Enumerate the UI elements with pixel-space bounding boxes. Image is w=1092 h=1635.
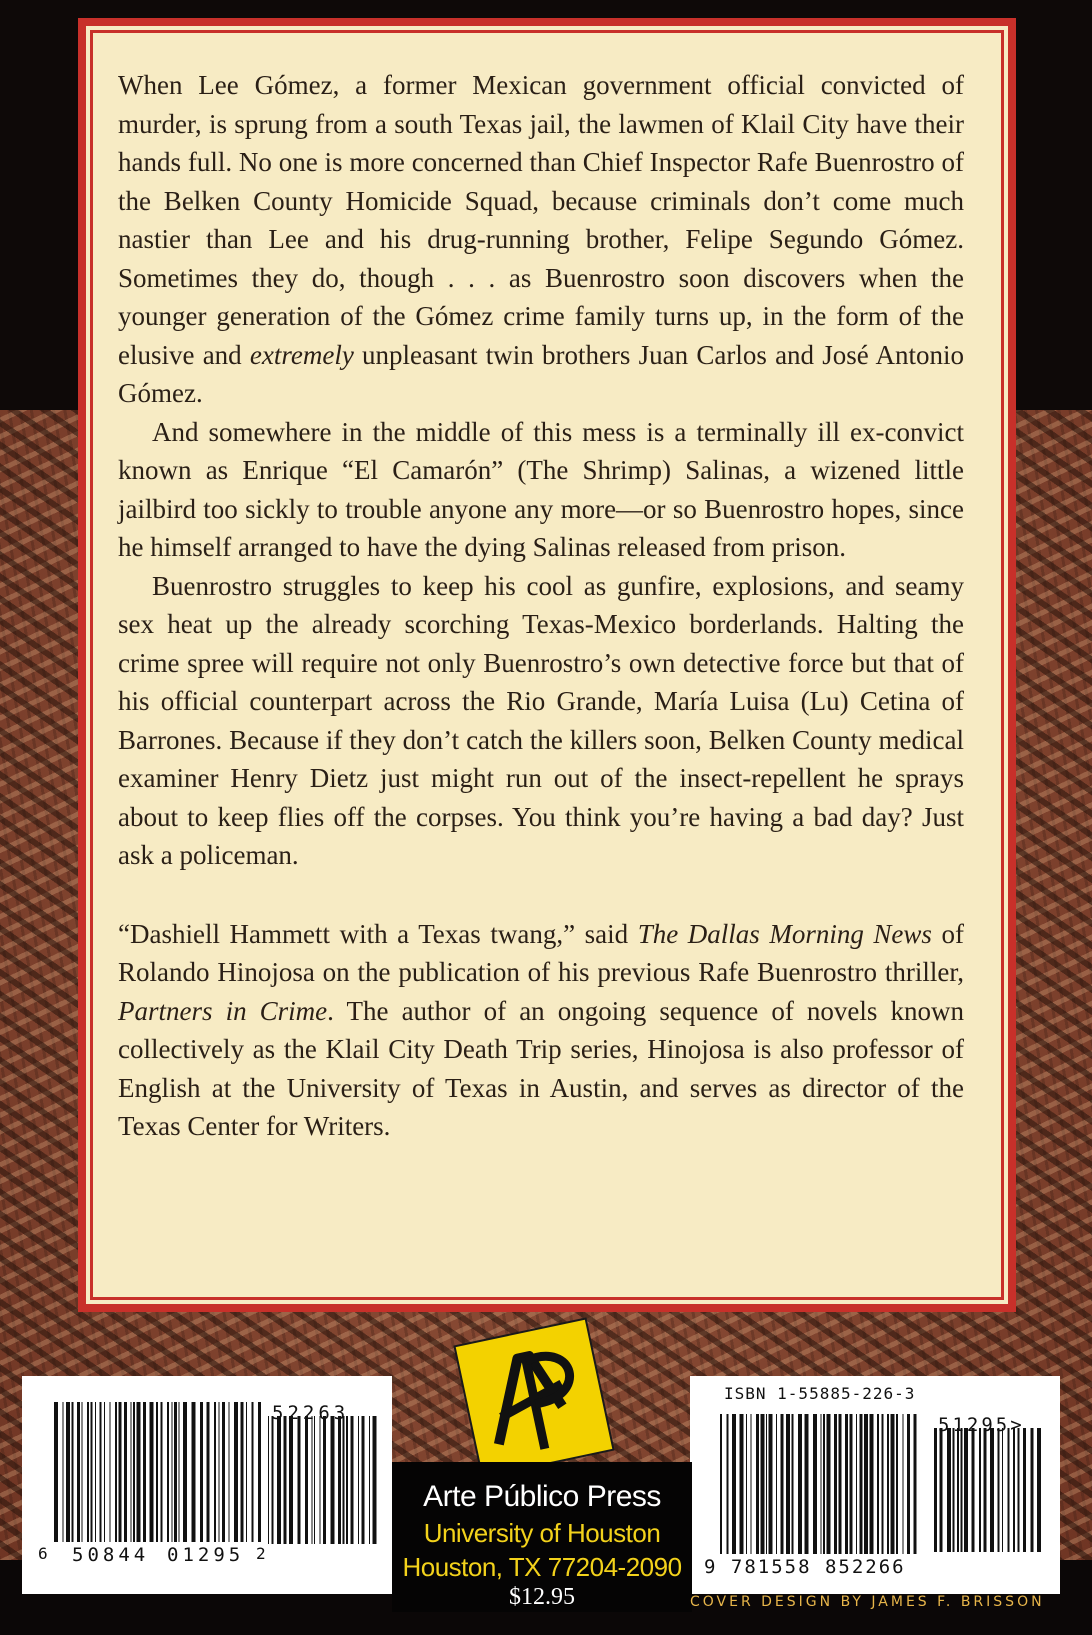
barcode-bar [805,1414,809,1554]
barcode-bar [91,1402,93,1542]
isbn-digits: 9 781558 852266 [704,1556,906,1578]
blurb-p1-text-b: unpleasant twin brothers Juan Carlos and José Antonio Gómez. [118,339,964,408]
barcode-bar [864,1414,868,1554]
barcode-bar [77,1402,80,1542]
barcode-bar [786,1414,790,1554]
isbn-barcode [690,1376,1060,1594]
barcode-bar [110,1402,111,1542]
barcode-bar [200,1402,203,1542]
barcode-bar [241,1402,244,1542]
barcode-bar [940,1428,943,1552]
barcode-bar [277,1416,281,1544]
barcode-bar [323,1416,326,1544]
barcode-bar [150,1402,154,1542]
barcode-bar [961,1428,963,1552]
blurb-p4-text-a: “Dashiell Hammett with a Texas twang,” said [118,918,638,949]
barcode-bar [351,1416,354,1544]
barcode-bar [761,1414,765,1554]
barcode-bar [214,1402,216,1542]
barcode-bar [369,1416,370,1544]
barcode-bar [63,1402,64,1542]
barcode-bar [856,1414,857,1554]
barcode-bar [732,1414,736,1554]
barcode-bar [284,1416,287,1544]
barcode-bar [87,1402,89,1542]
barcode-bar [979,1428,981,1552]
barcode-bar [174,1402,177,1542]
blurb-paragraph-4 [118,915,964,1146]
barcode-bar [972,1428,975,1552]
upc-main-bars [54,1402,264,1542]
blurb-p4-text-b: of Rolando Hinojosa on the publication of his previous Rafe Buenrostro thriller, [118,918,964,987]
barcode-bar [192,1402,196,1542]
barcode-bar [131,1402,132,1542]
barcode-bar [877,1414,879,1554]
barcode-bar [720,1414,722,1554]
barcode-bar [115,1402,117,1542]
barcode-bar [167,1402,169,1542]
barcode-bar [72,1402,74,1542]
barcode-bar [124,1402,127,1542]
barcode-bar [850,1414,853,1554]
barcode-bar [882,1414,884,1554]
publisher-university: University of Houston [423,1518,661,1548]
barcode-bar [320,1416,321,1544]
barcode-bar [727,1414,729,1554]
barcode-bar [887,1414,889,1554]
upc-addon-number: 52263 [272,1402,350,1424]
barcode-bar [161,1402,163,1542]
barcode-bar [268,1416,269,1544]
barcode-bar [272,1416,274,1544]
barcode-bar [343,1416,345,1544]
barcode-bar [362,1416,365,1544]
barcode-bar [914,1414,917,1554]
upc-group-2: 01295 [167,1544,245,1566]
barcode-bar [222,1402,225,1542]
barcode-bar [740,1414,744,1554]
barcode-bar [338,1416,341,1544]
barcode-bar [834,1414,837,1554]
blurb-p4-newspaper: The Dallas Morning News [637,918,932,949]
barcode-bar [766,1414,767,1554]
barcode-bar [870,1414,874,1554]
barcode-bar [813,1414,817,1554]
barcode-bar [358,1416,359,1544]
barcode-bar [252,1402,254,1542]
publisher-logo [456,1320,613,1477]
blurb-paragraph-3: Buenrostro struggles to keep his cool as gunfire, explosions, and seamy sex heat up the already scorching Texas-Mexico borderlands. Halting the crime spree will require not only Buenrostro’s own detective force but that of his official counterpart across the Rio Grande, María Luisa (Lu) Cetina of Barrones. Because if they don’t catch the killers soon, Belken County medical examiner Henry Dietz just might run out of the insect-repellent he sprays about to keep flies off the corpses. You think you’re having a bad day? Just ask a policeman. [118,570,964,870]
barcode-bar [234,1402,238,1542]
publisher-info [392,1462,692,1612]
barcode-bar [289,1416,293,1544]
barcode-bar [1018,1428,1020,1552]
upc-barcode [22,1376,392,1594]
barcode-bar [990,1428,994,1552]
barcode-bar [133,1402,135,1542]
price: $12.95 [509,1584,575,1610]
barcode-bar [821,1414,822,1554]
publisher-address: Houston, TX 77204-2090 [402,1552,682,1582]
isbn-number: ISBN 1-55885-226-3 [724,1384,916,1403]
barcode-bar [54,1402,58,1542]
barcode-bar [312,1416,313,1544]
blurb-p1-emphasis: extremely [249,339,354,370]
isbn-addon-number: 51295> [938,1414,1025,1436]
barcode-bar [827,1414,831,1554]
barcode-bar [903,1414,904,1554]
barcode-bar [907,1414,910,1554]
blurb-paragraph-1 [118,66,964,413]
barcode-bar [246,1402,247,1542]
barcode-bar [1031,1428,1034,1552]
barcode-bar [769,1414,773,1554]
barcode-bar [896,1414,898,1554]
barcode-bar [984,1428,987,1552]
barcode-bar [781,1414,784,1554]
barcode-bar [947,1428,951,1552]
barcode-bar [891,1414,895,1554]
barcode-bar [934,1428,937,1552]
barcode-bar [953,1428,955,1552]
barcode-bar [746,1414,747,1554]
blurb-text [118,66,964,1146]
barcode-bar [957,1428,959,1552]
barcode-bar [82,1402,83,1542]
barcode-bar [179,1402,180,1542]
barcode-bar [156,1402,158,1542]
upc-first-digit: 6 [38,1544,49,1563]
barcode-bar [95,1402,96,1542]
barcode-bar [219,1402,220,1542]
barcode-bar [1037,1428,1041,1552]
barcode-bar [792,1414,794,1554]
barcode-bar [756,1414,759,1554]
isbn-addon-bars [934,1428,1042,1552]
barcode-bar [373,1416,377,1544]
barcode-bar [1008,1428,1010,1552]
barcode-bar [964,1428,968,1552]
barcode-bar [119,1402,122,1542]
barcode-bar [137,1402,141,1542]
barcode-bar [66,1402,70,1542]
barcode-bar [1002,1428,1003,1552]
barcode-bar [305,1416,308,1544]
isbn-main-bars [720,1414,920,1554]
barcode-bar [207,1402,210,1542]
barcode-bar [998,1428,1000,1552]
barcode-bar [331,1416,335,1544]
barcode-bar [100,1402,102,1542]
barcode-bar [839,1414,842,1554]
barcode-bar [104,1402,105,1542]
arte-publico-ap-icon [456,1320,613,1477]
upc-addon-bars [268,1416,378,1544]
barcode-bar [183,1402,187,1542]
barcode-bar [229,1402,230,1542]
barcode-bar [1023,1428,1026,1552]
barcode-bar [346,1416,348,1544]
blurb-paragraph-2: And somewhere in the middle of this mess is a terminally ill ex-convict known as Enrique “El Camarón” (The Shrimp) Salinas, a wizened little jailbird too sickly to trouble anyone any more—or so Buenrostro hopes, since he himself arranged to have the dying Salinas released from prison. [118,416,964,562]
blurb-p1-text-a: When Lee Gómez, a former Mexican government official convicted of murder, is sprung from a south Texas jail, the lawmen of Klail City have their hands full. No one is more concerned than Chief Inspector Rafe Buenrostro of the Belken County Homicide Squad, because criminals don’t come much nastier than Lee and his drug-running brother, Felipe Segundo Gómez. Sometimes they do, though . . . as Buenrostro soon discovers when the younger generation of the Gómez crime family turns up, in the form of the elusive and [118,70,964,370]
barcode-bar [798,1414,802,1554]
upc-check-digit: 2 [256,1544,267,1563]
cover-design-credit: COVER DESIGN BY JAMES F. BRISSON [690,1594,1045,1610]
blurb-p4-book-title: Partners in Crime [118,995,328,1026]
barcode-bar [751,1414,752,1554]
barcode-bar [143,1402,146,1542]
barcode-bar [1013,1428,1015,1552]
upc-group-1: 50844 [72,1544,150,1566]
barcode-bar [823,1414,825,1554]
barcode-bar [258,1402,261,1542]
blurb-p4-text-c: . The author of an ongoing sequence of novels known collectively as the Klail City Death Trip series, Hinojosa is also professor of English at the University of Texas in Austin, and serves as director of the Texas Center for Writers. [118,995,964,1141]
barcode-bar [860,1414,863,1554]
barcode-bar [845,1414,848,1554]
barcode-bar [776,1414,777,1554]
barcode-bar [314,1416,315,1544]
barcode-bar [298,1416,301,1544]
publisher-name: Arte Público Press [423,1480,661,1513]
barcode-bar [172,1402,173,1542]
